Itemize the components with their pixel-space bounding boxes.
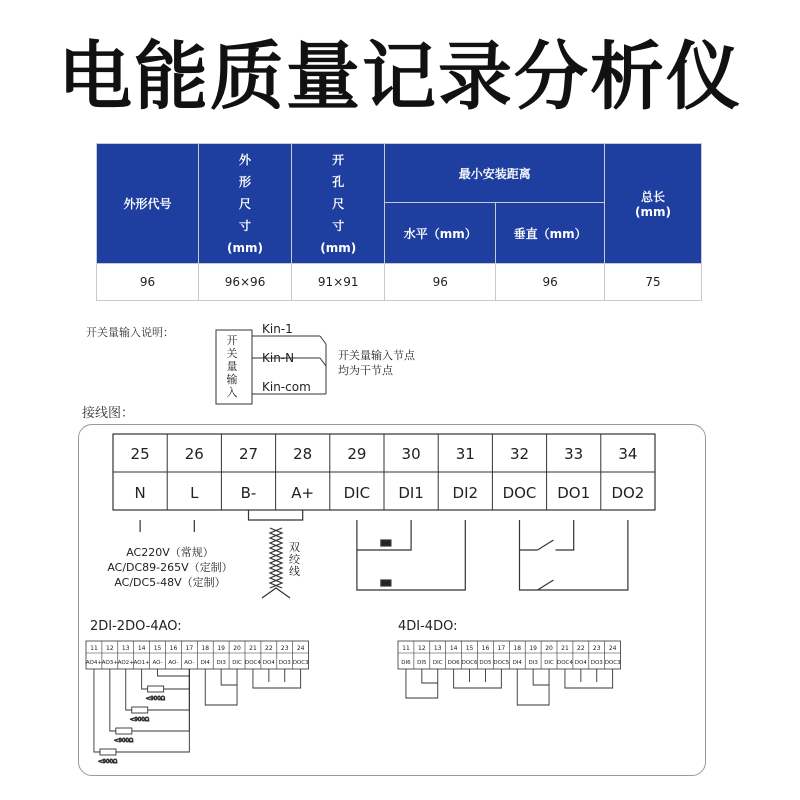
module-terminal-name: DO3 bbox=[278, 660, 291, 666]
rs485-bracket bbox=[249, 510, 303, 520]
module-terminal-number: 21 bbox=[561, 645, 569, 652]
module-terminal-name: DO3 bbox=[590, 660, 603, 666]
resistor-label: <900Ω bbox=[113, 738, 134, 744]
module-terminal-number: 20 bbox=[545, 645, 553, 652]
cell-cutout: 91×91 bbox=[292, 264, 385, 301]
module-terminal-name: DOC4 bbox=[244, 660, 261, 666]
header-vertical: 垂直（mm） bbox=[496, 203, 605, 264]
ao-wire bbox=[110, 669, 116, 731]
module-terminal-number: 19 bbox=[217, 645, 225, 652]
header-length: 总长 (mm) bbox=[605, 144, 702, 264]
cell-horizontal: 96 bbox=[385, 264, 496, 301]
module-terminal-number: 14 bbox=[449, 645, 458, 652]
module-terminal-name: DOC3 bbox=[292, 660, 309, 666]
module-wiring bbox=[94, 669, 613, 765]
module-right-title: 4DI-4DO: bbox=[398, 619, 458, 634]
power-note: AC220V（常规） bbox=[126, 546, 214, 559]
ao-return-wire bbox=[164, 669, 190, 689]
module-terminal-number: 15 bbox=[465, 645, 474, 652]
terminal-name: DO2 bbox=[611, 484, 645, 502]
module-terminal-number: 23 bbox=[280, 645, 289, 652]
terminal-name: B- bbox=[240, 484, 257, 502]
terminal-number: 34 bbox=[618, 445, 638, 463]
ao-resistor bbox=[148, 686, 164, 692]
module-left-terminals bbox=[86, 641, 309, 669]
switch-box-char: 关 bbox=[226, 347, 238, 360]
module-terminal-number: 16 bbox=[481, 645, 490, 652]
module-terminal-name: DI5 bbox=[417, 660, 427, 666]
module-terminal-name: DOC5 bbox=[493, 660, 510, 666]
terminal-number: 27 bbox=[238, 445, 259, 463]
ao-return-wire bbox=[145, 669, 190, 710]
terminal-name: L bbox=[190, 484, 199, 502]
module-terminal-name: DO5 bbox=[479, 660, 492, 666]
ao-wire bbox=[94, 669, 100, 752]
switch-input-desc-title: 开关量输入说明： bbox=[86, 326, 174, 339]
kin-1-label: Kin-1 bbox=[262, 322, 293, 336]
module-terminal-number: 22 bbox=[265, 645, 273, 652]
ao-common-link bbox=[158, 669, 190, 676]
terminal-name: DI2 bbox=[452, 484, 479, 502]
module-terminal-name: DI4 bbox=[200, 660, 210, 666]
do-wiring bbox=[565, 669, 613, 688]
wiring-title: 接线图： bbox=[82, 406, 135, 421]
module-terminal-number: 23 bbox=[592, 645, 601, 652]
module-terminal-number: 12 bbox=[106, 645, 114, 652]
di-wiring bbox=[406, 669, 438, 698]
module-terminal-number: 19 bbox=[529, 645, 537, 652]
cell-length: 75 bbox=[605, 264, 702, 301]
cell-model: 96 bbox=[97, 264, 199, 301]
ao-wire bbox=[126, 669, 132, 710]
terminal-number: 30 bbox=[401, 445, 421, 463]
module-terminal-number: 14 bbox=[137, 645, 146, 652]
module-terminal-number: 11 bbox=[402, 645, 410, 652]
module-terminal-name: DO4 bbox=[262, 660, 275, 666]
module-terminal-name: DIC bbox=[232, 660, 242, 666]
module-terminal-name: AO2+ bbox=[117, 660, 134, 666]
ao-resistor bbox=[116, 728, 132, 734]
terminal-name: DI1 bbox=[398, 484, 424, 502]
terminal-name: DIC bbox=[343, 484, 371, 502]
module-terminal-number: 21 bbox=[249, 645, 257, 652]
module-terminal-name: AO- bbox=[184, 660, 195, 666]
power-notes bbox=[107, 545, 232, 589]
header-cutout-size: 开 孔 尺 寸 (mm) bbox=[292, 144, 385, 264]
twisted-pair-end bbox=[262, 588, 290, 598]
page-title: 电能质量记录分析仪 bbox=[58, 34, 742, 120]
header-model: 外形代号 bbox=[97, 144, 199, 264]
do2-contact bbox=[538, 580, 554, 590]
terminal-number: 31 bbox=[455, 445, 475, 463]
terminal-number: 28 bbox=[293, 445, 313, 463]
module-terminal-number: 18 bbox=[201, 645, 210, 652]
kin-n-label: Kin-N bbox=[262, 351, 295, 365]
module-terminal-name: DI4 bbox=[512, 660, 522, 666]
di1-switch-contact bbox=[381, 540, 391, 546]
module-terminal-number: 24 bbox=[296, 645, 305, 652]
switch-box-char: 量 bbox=[226, 360, 238, 373]
module-right-terminals bbox=[398, 641, 621, 669]
header-horizontal: 水平（mm） bbox=[385, 203, 496, 264]
module-terminal-number: 12 bbox=[418, 645, 426, 652]
module-terminal-name: DOC3 bbox=[604, 660, 621, 666]
terminal-number: 29 bbox=[347, 445, 367, 463]
switch-note-line: 均为干节点 bbox=[338, 364, 393, 377]
terminal-name: A+ bbox=[291, 484, 315, 502]
terminal-name: DOC bbox=[502, 484, 537, 502]
module-terminal-number: 18 bbox=[513, 645, 522, 652]
module-terminal-name: AO1+ bbox=[133, 660, 150, 666]
module-terminal-name: AO- bbox=[168, 660, 179, 666]
resistor-label: <900Ω bbox=[97, 759, 118, 765]
module-terminal-number: 17 bbox=[185, 645, 194, 652]
module-terminal-name: DI6 bbox=[401, 660, 411, 666]
switch-box-char: 输 bbox=[226, 373, 238, 386]
power-note: AC/DC89-265V（定制） bbox=[107, 561, 233, 574]
module-terminal-name: AO3+ bbox=[101, 660, 118, 666]
module-terminal-number: 13 bbox=[433, 645, 442, 652]
ao-resistor bbox=[132, 707, 148, 713]
module-terminal-number: 20 bbox=[233, 645, 241, 652]
ao-wire bbox=[142, 669, 148, 689]
module-terminal-number: 11 bbox=[90, 645, 98, 652]
kin-com-label: Kin-com bbox=[262, 380, 311, 394]
module-terminal-name: DO4 bbox=[574, 660, 587, 666]
module-left-title: 2DI-2DO-4AO: bbox=[90, 619, 182, 634]
svg-text:线: 线 bbox=[289, 565, 300, 578]
module-terminal-name: DOC6 bbox=[461, 660, 478, 666]
module-terminal-name: DI3 bbox=[216, 660, 226, 666]
twisted-pair-label bbox=[289, 541, 301, 578]
resistor-label: <900Ω bbox=[145, 696, 165, 702]
ao-resistor bbox=[100, 749, 116, 755]
di-wiring bbox=[205, 669, 237, 705]
terminal-number: 26 bbox=[184, 445, 204, 463]
module-terminal-number: 13 bbox=[121, 645, 130, 652]
do-wiring bbox=[454, 669, 502, 688]
switch-box-char: 入 bbox=[226, 386, 238, 399]
svg-text:双: 双 bbox=[289, 541, 300, 554]
module-terminal-number: 24 bbox=[608, 645, 617, 652]
main-terminal-block bbox=[113, 434, 655, 510]
module-terminal-name: DO6 bbox=[447, 660, 460, 666]
terminal-name: N bbox=[134, 484, 146, 502]
do-wiring bbox=[253, 669, 301, 688]
module-terminal-number: 17 bbox=[497, 645, 506, 652]
module-terminal-name: DI3 bbox=[528, 660, 538, 666]
terminal-number: 32 bbox=[509, 445, 530, 463]
module-terminal-name: DOC4 bbox=[556, 660, 573, 666]
module-terminal-number: 15 bbox=[153, 645, 162, 652]
cell-outline: 96×96 bbox=[198, 264, 291, 301]
power-note: AC/DC5-48V（定制） bbox=[114, 576, 226, 589]
di2-switch-contact bbox=[381, 580, 391, 586]
switch-box-char: 开 bbox=[226, 334, 238, 347]
terminal-name: DO1 bbox=[557, 484, 591, 502]
header-min-install: 最小安装距离 bbox=[385, 144, 605, 203]
module-terminal-name: AO- bbox=[152, 660, 163, 666]
module-terminal-number: 22 bbox=[577, 645, 585, 652]
di-wiring bbox=[517, 669, 549, 705]
header-outline-size: 外 形 尺 寸 (mm) bbox=[198, 144, 291, 264]
switch-note-line: 开关量输入节点 bbox=[338, 349, 415, 362]
module-terminal-name: DIC bbox=[544, 660, 554, 666]
terminal-number: 33 bbox=[564, 445, 584, 463]
resistor-label: <900Ω bbox=[129, 717, 150, 723]
module-terminal-name: DIC bbox=[432, 660, 443, 666]
terminal-number: 25 bbox=[130, 445, 150, 463]
cell-vertical: 96 bbox=[496, 264, 605, 301]
svg-text:绞: 绞 bbox=[289, 553, 300, 566]
do1-contact bbox=[520, 520, 574, 550]
module-terminal-number: 16 bbox=[169, 645, 178, 652]
module-terminal-name: AO4+ bbox=[85, 660, 103, 666]
